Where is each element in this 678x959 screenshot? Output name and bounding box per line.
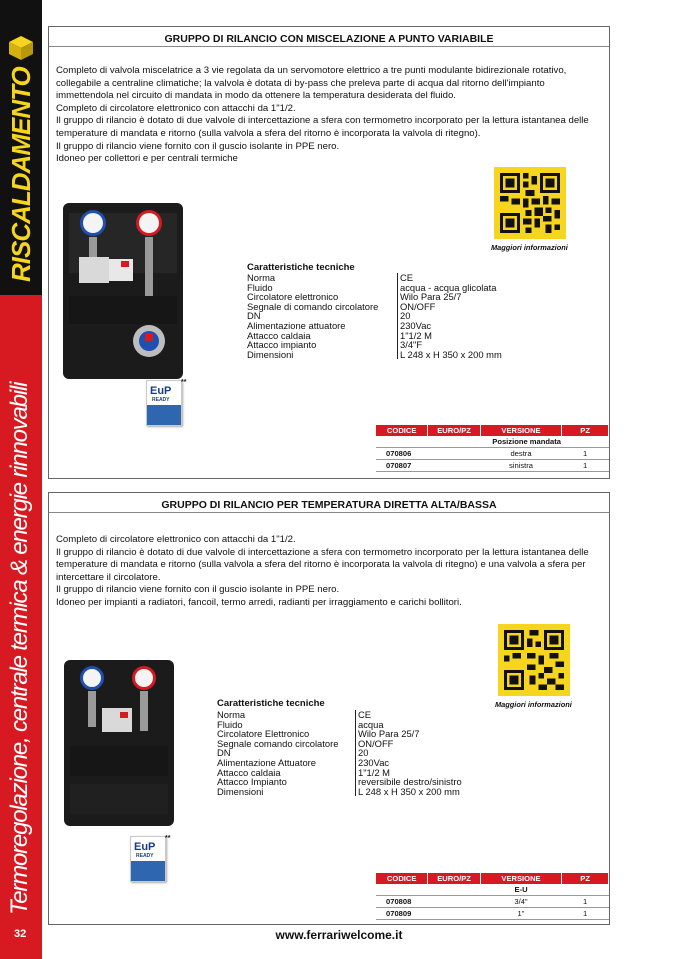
spec-key: Attacco caldaia: [217, 768, 356, 778]
table-row: [376, 908, 609, 920]
row-version: destra: [480, 448, 562, 460]
column-header-pz: PZ: [562, 425, 609, 436]
row-euro: [428, 460, 480, 472]
spec-value: 1"1/2 M: [358, 766, 390, 778]
row-pz: 1: [562, 460, 609, 472]
row-euro: [428, 896, 480, 908]
table-row: [376, 460, 609, 472]
cube-logo-icon: [8, 35, 34, 61]
specs-title: Caratteristiche tecniche: [247, 262, 355, 273]
pump-unit-image: [62, 658, 176, 828]
eup-ready-badge: [130, 836, 166, 882]
eup-label: EuP: [150, 385, 172, 397]
spec-key: Norma: [217, 710, 356, 720]
spec-key: Alimentazione Attuatore: [217, 758, 356, 768]
row-code: 070809: [376, 908, 428, 920]
spec-value: 1"1/2 M: [400, 329, 432, 341]
description-paragraph: Il gruppo di rilancio viene fornito con il guscio isolante in PPE nero.: [56, 584, 340, 596]
spec-value: 230Vac: [400, 319, 432, 331]
spec-key: Segnale comando circolatore: [217, 739, 356, 749]
eup-ready-badge: [146, 380, 182, 426]
spec-value: reversibile destro/sinistro: [358, 776, 462, 788]
spec-key: DN: [247, 311, 398, 321]
table-subheader: Posizione mandata: [480, 436, 608, 448]
spec-value: Wilo Para 25/7: [400, 291, 462, 303]
specs-list: [247, 273, 502, 359]
spec-key: Fluido: [217, 720, 356, 730]
table-header-row: [376, 425, 609, 436]
column-header-code: CODICE: [376, 425, 428, 436]
row-euro: [428, 448, 480, 460]
qr-code-icon: [504, 630, 564, 690]
product-box-1: [48, 26, 610, 479]
spec-value: Wilo Para 25/7: [358, 728, 420, 740]
product-title: GRUPPO DI RILANCIO PER TEMPERATURA DIRETTA ALTA/BASSA: [161, 499, 497, 511]
spec-row: [217, 787, 462, 797]
table-row: [376, 896, 609, 908]
spec-key: Norma: [247, 273, 398, 283]
product-description: [56, 534, 602, 610]
table-header-row: [376, 873, 609, 884]
spec-value: ON/OFF: [358, 737, 394, 749]
description-paragraph: Completo di valvola miscelatrice a 3 vie regolata da un servomotore elettrico a tre punti modulante bidirezionale rotativo, collegabile a centraline climatiche; la valvola è dotata di by-pass che preleva parte di acqua dal ritorno dell'impianto immettendola nel circuito di mandata in modo da ottenere la temperatura desiderata del fluido.: [56, 65, 567, 102]
spec-row: [217, 739, 462, 749]
description-paragraph: Idoneo per collettori e per centrali termiche: [56, 153, 238, 165]
eup-sub-label: READY: [152, 397, 170, 403]
column-header-version: VERSIONE: [480, 425, 562, 436]
spec-value: L 248 x H 350 x 200 mm: [358, 785, 460, 797]
column-header-euro: EURO/PZ: [428, 425, 480, 436]
row-code: 070808: [376, 896, 428, 908]
eup-footnote-mark: **: [181, 379, 187, 386]
qr-code-icon: [500, 173, 560, 233]
spec-row: [217, 710, 462, 720]
row-pz: 1: [562, 908, 609, 920]
spec-key: Attacco Impianto: [217, 777, 356, 787]
description-paragraph: Il gruppo di rilancio è dotato di due valvole di intercettazione a sfera con termometro incorporato per la lettura istantanea delle temperature di mandata e ritorno (sulla valvola a sfera del ritorno è incorporata la valvola di ritegno).: [56, 115, 589, 139]
spec-value: ON/OFF: [400, 300, 436, 312]
specs-title: Caratteristiche tecniche: [217, 698, 325, 709]
description-paragraph: Completo di circolatore elettronico con attacchi da 1"1/2.: [56, 534, 296, 545]
product-description: [56, 65, 602, 166]
spec-value: acqua: [358, 718, 384, 730]
price-table: [376, 425, 609, 472]
product-title: GRUPPO DI RILANCIO CON MISCELAZIONE A PUNTO VARIABILE: [164, 33, 494, 45]
description-paragraph: Il gruppo di rilancio viene fornito con il guscio isolante in PPE nero.: [56, 140, 340, 152]
row-code: 070806: [376, 448, 428, 460]
qr-caption: Maggiori informazioni: [491, 243, 568, 252]
row-pz: 1: [562, 448, 609, 460]
spec-key: Alimentazione attuatore: [247, 321, 398, 331]
spec-key: Attacco impianto: [247, 340, 398, 350]
pump-unit-image: [61, 201, 185, 381]
spec-value: acqua - acqua glicolata: [400, 281, 497, 293]
qr-caption: Maggiori informazioni: [495, 700, 572, 709]
section-title: RISCALDAMENTO: [6, 67, 36, 282]
qr-code[interactable]: [498, 624, 570, 696]
spec-key: Segnale di comando circolatore: [247, 302, 398, 312]
spec-key: Circolatore Elettronico: [217, 729, 356, 739]
spec-key: Dimensioni: [217, 787, 356, 797]
spec-key: Dimensioni: [247, 350, 398, 360]
qr-code[interactable]: [494, 167, 566, 239]
spec-row: [247, 350, 502, 360]
price-table: [376, 873, 609, 920]
section-subtitle: Termoregolazione, centrale termica & energie rinnovabili: [6, 382, 33, 915]
description-paragraph: Completo di circolatore elettronico con attacchi da 1"1/2.: [56, 102, 296, 114]
spec-value: CE: [400, 272, 414, 283]
spec-key: Fluido: [247, 283, 398, 293]
title-divider: [49, 46, 609, 47]
spec-value: 230Vac: [358, 756, 390, 768]
specs-list: [217, 710, 462, 796]
column-header-euro: EURO/PZ: [428, 873, 480, 884]
column-header-pz: PZ: [562, 873, 609, 884]
table-subheader-row: [376, 436, 609, 448]
eup-sub-label: READY: [136, 853, 154, 859]
spec-key: Circolatore elettronico: [247, 292, 398, 302]
page-number: 32: [14, 928, 27, 940]
column-header-code: CODICE: [376, 873, 428, 884]
row-euro: [428, 908, 480, 920]
eup-footnote-mark: **: [165, 835, 171, 842]
row-pz: 1: [562, 896, 609, 908]
column-header-version: VERSIONE: [480, 873, 562, 884]
row-version: 3/4": [480, 896, 562, 908]
spec-value: L 248 x H 350 x 200 mm: [400, 348, 502, 360]
spec-row: [247, 302, 502, 312]
row-version: sinistra: [480, 460, 562, 472]
spec-value: CE: [358, 709, 372, 720]
website-link[interactable]: www.ferrariwelcome.it: [275, 928, 403, 942]
eup-label: EuP: [134, 841, 156, 853]
description-paragraph: Il gruppo di rilancio è dotato di due valvole di intercettazione a sfera con termometro incorporato per la lettura istantanea delle temperature di mandata e ritorno (sulla valvola a sfera del ritorno è incorporata la valvola di ritegno) e una valvola a sfera per intercettare il circolatore.: [56, 546, 589, 583]
table-subheader-row: [376, 884, 609, 896]
spec-key: Attacco caldaia: [247, 331, 398, 341]
spec-key: DN: [217, 748, 356, 758]
title-divider: [49, 512, 609, 513]
row-code: 070807: [376, 460, 428, 472]
table-subheader: E-U: [480, 884, 562, 896]
spec-value: 20: [358, 747, 369, 759]
table-row: [376, 448, 609, 460]
product-box-2: [48, 492, 610, 925]
row-version: 1": [480, 908, 562, 920]
spec-value: 3/4"F: [400, 339, 423, 351]
spec-value: 20: [400, 310, 411, 322]
description-paragraph: Idoneo per impianti a radiatori, fancoil, termo arredi, radianti per irraggiamento e carichi bollitori.: [56, 596, 462, 608]
